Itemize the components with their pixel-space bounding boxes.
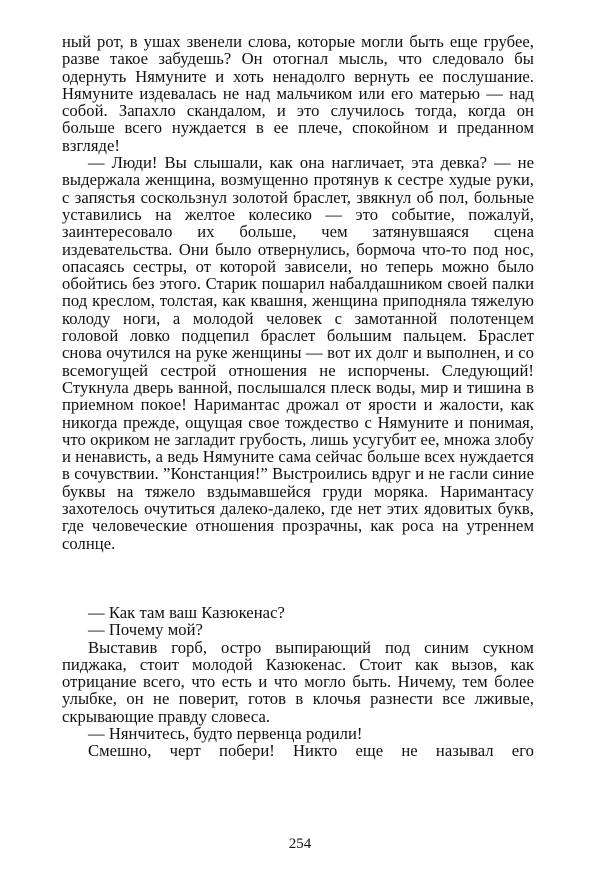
paragraph: Смешно, черт побери! Никто еще не называл его bbox=[88, 741, 534, 761]
paragraph: ный рот, в ушах звенели слова, которые могли быть еще грубее, разве такое забудешь? Он отогнал мысль, что следовало бы одернуть Нямуните и хоть ненадолго вернуть ее послушание. Нямуните издевалась не над мальчиком или его матерью — над собой. Запахло скандалом, и это случилось тогда, когда он больше всего нуждается в ее плече, спокойном и преданном взгляде! bbox=[62, 32, 534, 155]
page-number: 254 bbox=[288, 836, 312, 852]
dialogue-line: — Нянчитесь, будто первенца родили! bbox=[88, 723, 363, 743]
book-page bbox=[62, 33, 534, 760]
dialogue-line: — Как там ваш Казюкенас? bbox=[88, 602, 285, 622]
paragraph: — Люди! Вы слышали, как она нагличает, эта девка? — не выдержала женщина, возмущенно протянув к сестре худые руки, с запястья соскользнул золотой браслет, звякнул об пол, больные уставились на желтое колесико — это событие, пожалуй, заинтересовало их больше, чем затянувшаяся сцена издевательства. Они было отвернулись, бормоча что-то под нос, опасаясь сестры, от которой зависели, но теперь можно было обойтись без этого. Старик пошарил набалдашником своей палки под креслом, толстая, как квашня, женщина приподняла тяжелую колоду ноги, а молодой человек с замотанной полотенцем головой ловко подцепил браслет большим пальцем. Браслет снова очутился на руке женщины — вот их долг и выполнен, и со всемогущей сестрой отношения не испорчены. Следующий! Стукнула дверь ванной, послышался плеск воды, мир и тишина в приемном покое! Наримантас дрожал от ярости и жалости, как никогда прежде, ощущая свое тождество с Нямуните и понимая, что окриком не загладит грубость, лишь усугубит ее, множа злобу и ненависть, а ведь Нямуните сама сейчас больше всех нуждается в сочувствии. ”Констанция!” Выстроились вдруг и не гасли синие буквы на тяжело вздымавшейся груди моряка. Наримантасу захотелось очутиться далеко-далеко, где нет этих ядовитых букв, где человеческие отношения прозрачны, как роса на утреннем солнце. bbox=[62, 153, 534, 553]
dialogue-line: — Почему мой? bbox=[88, 620, 203, 640]
section-break bbox=[62, 552, 534, 604]
paragraph: Выставив горб, остро выпирающий под синим сукном пиджака, стоит молодой Казюкенас. Стоит как вызов, как отрицание всего, что есть и что могло быть. Ничему, тем более улыбке, он не поверит, готов в клочья разнести все лживые, скрывающие правду словеса. bbox=[62, 637, 534, 726]
